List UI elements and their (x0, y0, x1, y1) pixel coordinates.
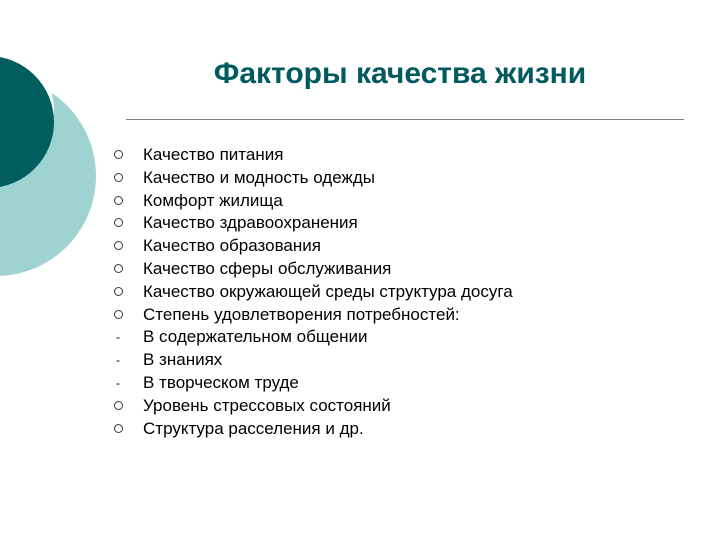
circle-bullet-icon (110, 167, 126, 190)
list-item-text: Качество питания (143, 145, 284, 164)
circle-bullet-icon (110, 395, 126, 418)
list-item-text: Качество окружающей среды структура досуга (143, 281, 513, 301)
circle-bullet-icon (110, 258, 126, 281)
list-item-text: Качество и модность одежды (143, 167, 375, 187)
circle-bullet-icon (110, 144, 126, 167)
list-item-text: Качество образования (143, 236, 321, 256)
circle-bullet-icon (110, 281, 126, 304)
slide-title: Факторы качества жизни (213, 57, 587, 90)
list-item-text: Структура расселения и др. (143, 418, 364, 438)
circle-bullet-icon (110, 212, 126, 235)
list-item-text: В знаниях (143, 350, 223, 370)
list-item-text: Уровень стрессовых состояний (143, 395, 391, 415)
circle-bullet-icon (110, 304, 126, 327)
circle-bullet-icon (110, 418, 126, 441)
list-item-text: В содержательном общении (143, 327, 368, 347)
circle-bullet-icon (110, 235, 126, 258)
dash-bullet-icon: - (116, 330, 120, 345)
list-item-text: В творческом труде (143, 372, 299, 392)
list-item-text: Качество сферы обслуживания (143, 258, 392, 278)
dash-bullet-icon: - (116, 375, 120, 390)
dash-bullet-icon: - (116, 353, 120, 368)
decorative-circles (0, 0, 120, 300)
list-item-text: Комфорт жилища (143, 190, 283, 210)
title-divider (126, 119, 684, 120)
list-item-text: Качество здравоохранения (143, 213, 358, 233)
circle-bullet-icon (110, 190, 126, 213)
list-item-text: Степень удовлетворения потребностей: (143, 304, 460, 324)
